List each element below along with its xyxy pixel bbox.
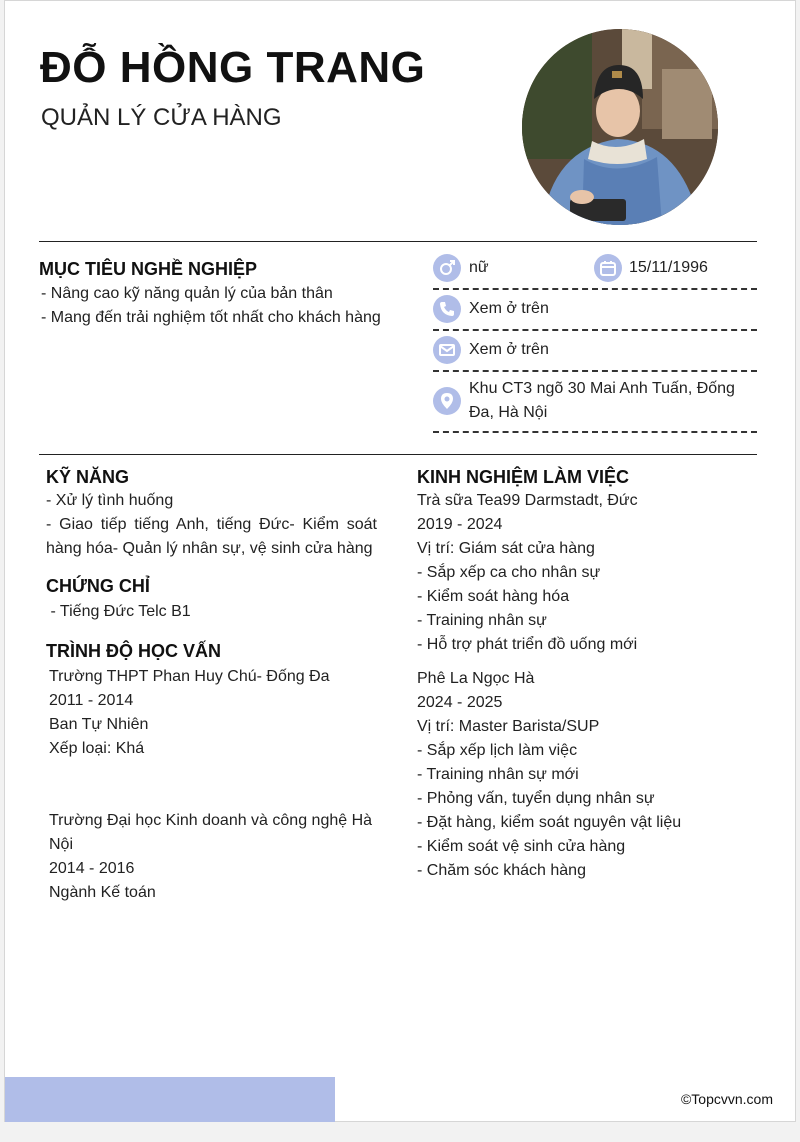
job-1-task: - Sắp xếp ca cho nhân sự	[417, 564, 601, 581]
job-2-task: - Sắp xếp lịch làm việc	[417, 742, 578, 759]
skills-line-2: - Giao tiếp tiếng Anh, tiếng Đức- Kiểm soát hàng hóa- Quản lý nhân sự, vệ sinh cửa hàng	[46, 516, 377, 557]
candidate-name: ĐỖ HỒNG TRANG	[40, 43, 426, 92]
school-1-grade: Xếp loại: Khá	[49, 740, 145, 757]
birthday-value: 15/11/1996	[629, 259, 708, 276]
job-2-task: - Phỏng vấn, tuyển dụng nhân sự	[417, 790, 655, 807]
school-1-name: Trường THPT Phan Huy Chú- Đống Đa	[49, 668, 330, 685]
objective-line-1: - Nâng cao kỹ năng quản lý của bản thân	[41, 285, 333, 302]
section-divider	[39, 454, 757, 455]
phone-value: Xem ở trên	[469, 300, 549, 317]
job-2-company: Phê La Ngọc Hà	[417, 670, 535, 687]
education-title: TRÌNH ĐỘ HỌC VẤN	[46, 641, 221, 661]
objective-line-2: - Mang đến trải nghiệm tốt nhất cho khách hàng	[41, 309, 381, 326]
info-divider	[433, 288, 757, 290]
job-1-position: Vị trí: Giám sát cửa hàng	[417, 540, 595, 557]
footer-copyright[interactable]: ©Topcvvn.com	[680, 1091, 773, 1107]
gender-value: nữ	[469, 259, 489, 276]
email-value: Xem ở trên	[469, 341, 549, 358]
info-divider	[433, 370, 757, 372]
school-2-years: 2014 - 2016	[49, 860, 135, 877]
job-2-task: - Training nhân sự mới	[417, 766, 579, 783]
job-2-task: - Kiểm soát vệ sinh cửa hàng	[417, 838, 626, 855]
header-divider	[39, 241, 757, 242]
job-2-task: - Đặt hàng, kiểm soát nguyên vật liệu	[417, 814, 682, 831]
info-divider	[433, 431, 757, 433]
footer-accent-bar	[5, 1077, 335, 1122]
avatar-photo	[522, 29, 718, 225]
calendar-icon	[594, 254, 622, 282]
certificates-title: CHỨNG CHỈ	[46, 576, 150, 596]
school-2-name: Trường Đại học Kinh doanh và công nghệ Hà Nội	[49, 812, 373, 853]
objective-title: MỤC TIÊU NGHỀ NGHIỆP	[39, 259, 258, 279]
school-2-major: Ngành Kế toán	[49, 884, 156, 901]
info-divider	[433, 329, 757, 331]
gender-icon	[433, 254, 461, 282]
certificate-item: - Tiếng Đức Telc B1	[46, 603, 191, 620]
job-1-years: 2019 - 2024	[417, 516, 503, 533]
school-1-years: 2011 - 2014	[49, 692, 134, 709]
job-title: QUẢN LÝ CỬA HÀNG	[41, 104, 282, 131]
school-1-major: Ban Tự Nhiên	[49, 716, 149, 733]
address-value: Khu CT3 ngõ 30 Mai Anh Tuấn, Đống Đa, Hà Nội	[469, 380, 735, 421]
skills-title: KỸ NĂNG	[46, 467, 130, 487]
job-1-company: Trà sữa Tea99 Darmstadt, Đức	[417, 492, 638, 509]
job-2-position: Vị trí: Master Barista/SUP	[417, 718, 600, 735]
job-1-task: - Training nhân sự	[417, 612, 547, 629]
email-icon	[433, 336, 461, 364]
cv-page	[4, 0, 796, 1122]
job-2-years: 2024 - 2025	[417, 694, 503, 711]
job-2-task: - Chăm sóc khách hàng	[417, 862, 586, 879]
avatar	[522, 29, 718, 225]
job-1-task: - Kiểm soát hàng hóa	[417, 588, 570, 605]
location-icon	[433, 387, 461, 415]
experience-title: KINH NGHIỆM LÀM VIỆC	[417, 467, 630, 487]
phone-icon	[433, 295, 461, 323]
skills-line-1: - Xử lý tình huống	[46, 492, 174, 509]
job-1-task: - Hỗ trợ phát triển đồ uống mới	[417, 636, 638, 653]
